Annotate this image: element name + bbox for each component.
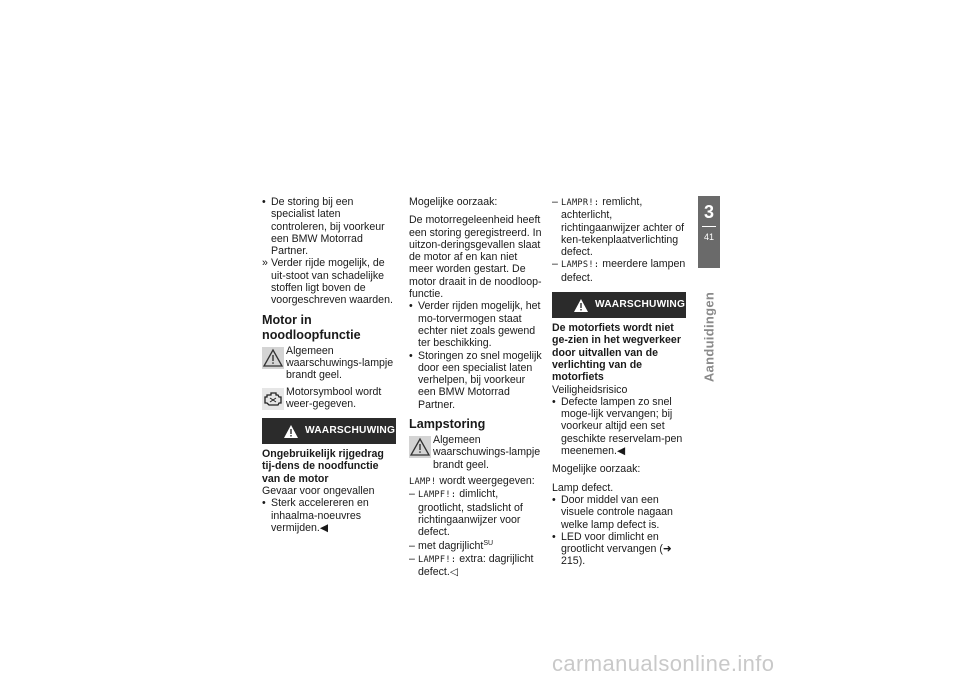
warning-banner xyxy=(552,292,686,318)
bullet-item: • Storingen zo snel mogelijk door een specialist laten verhelpen, bij voorkeur een BMW Motorrad Partner. xyxy=(409,350,542,411)
display-code: LAMPF!: xyxy=(418,554,457,565)
dash-item: – LAMPS!: meerdere lampen defect. xyxy=(552,258,686,284)
indicator-text: Algemeen waarschuwings-lampje brandt geel. xyxy=(286,344,394,382)
chapter-title: Aanduidingen xyxy=(701,291,717,383)
engine-icon xyxy=(262,388,284,410)
bullet-item: • Verder rijden mogelijk, het mo-torvermogen staat echter niet zoals gewend ter beschikking. xyxy=(409,300,542,349)
warning-triangle-icon xyxy=(409,436,431,458)
indicator-row xyxy=(262,386,396,411)
warning-title: De motorfiets wordt niet ge-zien in het wegverkeer door uitvallen van de verlichting van de motorfiets xyxy=(552,322,681,384)
paragraph: De motorregeleenheid heeft een storing geregistreerd. In uitzon-deringsgevallen slaat de motor af en kan niet meer worden gestart. De motor draait in de noodloop-functie. xyxy=(409,214,542,301)
indicator-row xyxy=(262,345,396,382)
section-heading: Lampstoring xyxy=(409,417,486,432)
warning-text: Gevaar voor ongevallen xyxy=(262,485,375,498)
bullet-item: • Door middel van een visuele controle nagaan welke lamp defect is. xyxy=(552,494,686,531)
watermark: carmanualsonline.info xyxy=(552,651,775,676)
dash-item: – LAMPR!: remlicht, achterlicht, richtingaanwijzer achter of ken-tekenplaatverlichting defect. xyxy=(552,196,686,258)
display-code: LAMPR!: xyxy=(561,198,600,208)
display-code: LAMPF!: xyxy=(418,490,457,501)
cause-text: Lamp defect. xyxy=(552,481,614,494)
indicator-row xyxy=(409,434,542,471)
end-mark-icon: ◀ xyxy=(319,521,329,534)
indicator-text: Algemeen waarschuwings-lampje brandt geel. xyxy=(433,434,541,471)
section-heading: Motor in noodloopfunctie xyxy=(262,312,361,342)
page-number: 41 xyxy=(703,232,714,242)
chapter-number: 3 xyxy=(703,202,714,222)
column-1 xyxy=(262,196,396,534)
warning-label: WAARSCHUWING xyxy=(595,298,686,310)
cause-label: Mogelijke oorzaak: xyxy=(552,463,641,476)
warning-text: Veiligheidsrisico xyxy=(552,383,628,396)
end-mark-icon: ◀ xyxy=(616,445,626,458)
warning-triangle-icon xyxy=(574,299,588,312)
display-code: LAMP! xyxy=(409,476,437,487)
dash-item: – LAMPF!: dimlicht, grootlicht, stadslicht of richtingaanwijzer voor defect. xyxy=(409,488,542,538)
warning-label: WAARSCHUWING xyxy=(305,425,396,436)
bullet-item: • De storing bij een specialist laten controleren, bij voorkeur een BMW Motorrad Partner. xyxy=(262,196,396,257)
display-message: LAMP! wordt weergegeven: xyxy=(409,474,535,487)
chapter-tab xyxy=(698,196,720,268)
arrow-reference-icon: ➜ xyxy=(662,543,672,556)
bullet-item: • LED voor dimlicht en grootlicht vervangen (➜ 215). xyxy=(552,531,686,568)
dash-item: – LAMPF!: extra: dagrijlicht defect.◁ xyxy=(409,553,542,579)
cause-label: Mogelijke oorzaak: xyxy=(409,196,498,208)
action-item: » Verder rijde mogelijk, de uit-stoot van schadelijke stoffen ligt boven de voorgeschreven waarden. xyxy=(262,257,396,306)
warning-title: Ongebruikelijk rijgedrag tij-dens de noodfunctie van de motor xyxy=(262,448,384,485)
page-reference-link[interactable]: 215 xyxy=(561,555,579,568)
bullet-item: • Sterk accelereren en inhaalma-noeuvres vermijden.◀ xyxy=(262,497,396,534)
warning-triangle-icon xyxy=(284,425,298,438)
dash-item: – met dagrijlicht$^{SU}$ xyxy=(409,538,542,552)
indicator-text: Motorsymbool wordt weer-gegeven. xyxy=(286,385,382,410)
column-2 xyxy=(409,196,542,578)
column-3 xyxy=(552,196,686,568)
warning-triangle-icon xyxy=(262,347,284,369)
option-superscript: SU xyxy=(483,540,494,548)
warning-banner xyxy=(262,418,396,444)
end-mark-icon: ◁ xyxy=(449,566,458,579)
chapter-divider xyxy=(702,226,716,227)
display-code: LAMPS!: xyxy=(561,260,600,271)
bullet-item: • Defecte lampen zo snel moge-lijk vervangen; bij voorkeur altijd een set geschikte reservelam-pen meenemen.◀ xyxy=(552,396,686,457)
